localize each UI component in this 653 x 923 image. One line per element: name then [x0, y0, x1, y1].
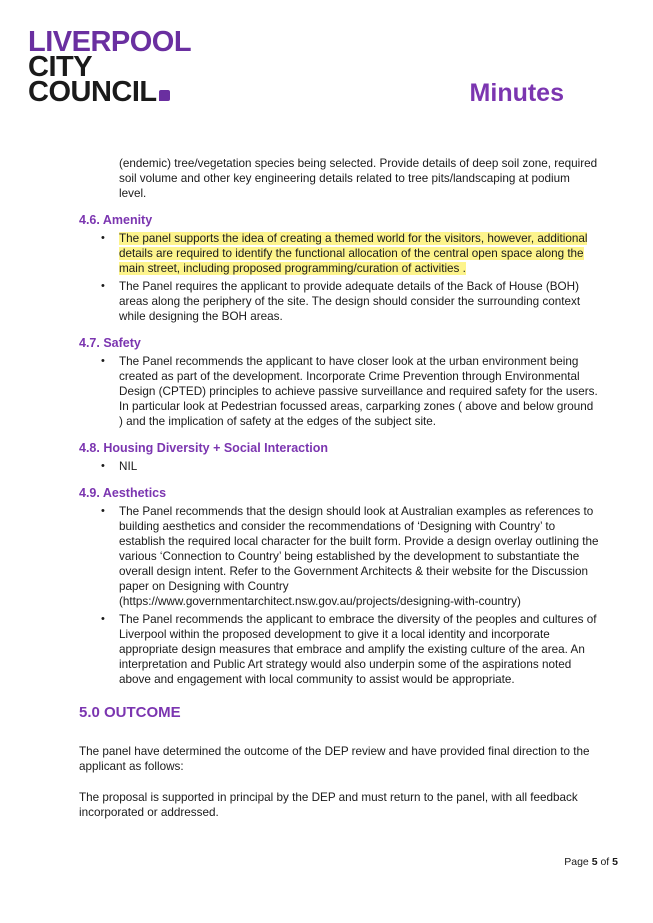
outcome-section — [79, 705, 609, 836]
outcome-paragraph-2: The proposal is supported in principal by the DEP and must return to the panel, with all feedback incorporated or addressed. — [79, 791, 578, 819]
page-word: Page — [564, 856, 589, 868]
section-heading-aesthetics: 4.9. Aesthetics — [79, 486, 167, 500]
page-total: 5 — [612, 856, 618, 868]
housing-list — [79, 459, 599, 474]
of-word: of — [600, 856, 610, 868]
logo-line-3 — [28, 76, 208, 108]
list-item — [79, 231, 599, 276]
logo-line-2: CITY — [28, 51, 93, 83]
highlighted-text: The panel supports the idea of creating a themed world for the visitors, however, additional details are required to identify the functional allocation of the central open space along the main street, including proposed programming/curation of activities . — [119, 232, 588, 275]
aesthetics-list — [79, 504, 599, 687]
logo-line-3-text: COUNCIL — [28, 76, 157, 108]
list-item: • The Panel recommends the applicant to embrace the diversity of the peoples and cultures of Liverpool within the proposed development to give it a local identity and incorporate appropriate design measures that embrace and amplify the existing culture of the area. An interpretation and Public Art strategy would also underpin some of the aspirations noted above and engagement with local community to assist would be appropriate. — [79, 612, 599, 687]
council-logo — [28, 26, 208, 108]
continued-paragraph: (endemic) tree/vegetation species being selected. Provide details of deep soil zone, required soil volume and other key engineering details related to tree pits/landscaping at podium level. — [119, 157, 598, 200]
list-item: • The Panel recommends that the design should look at Australian examples as references to building aesthetics and consider the recommendations of ‘Designing with Country’ to establish the required local character for the built form. Provide a design overlay outlining the various ‘Connection to Country’ being established by the development to substantiate the overall design intent. Refer to the Government Architects & their website for the Discussion paper on Designing with Country (https://www.governmentarchitect.nsw.gov.au/projects/designing-with-country) — [79, 504, 599, 609]
section-heading-housing: 4.8. Housing Diversity + Social Interaction — [79, 441, 329, 455]
section-heading-amenity: 4.6. Amenity — [79, 213, 153, 227]
amenity-list — [79, 231, 599, 324]
minutes-content — [79, 156, 599, 690]
logo-line-1: LIVERPOOL — [28, 26, 192, 58]
page-number — [564, 856, 618, 868]
document-type-title: Minutes — [469, 79, 564, 107]
outcome-paragraph-1: The panel have determined the outcome of the DEP review and have provided final direction to the applicant as follows: — [79, 745, 590, 773]
safety-list — [79, 354, 599, 429]
section-heading-safety: 4.7. Safety — [79, 336, 141, 350]
outcome-heading: 5.0 OUTCOME — [79, 704, 181, 721]
list-item: • The Panel recommends the applicant to have closer look at the urban environment being created as part of the development. Incorporate Crime Prevention through Environmental Design (CPTED) principles to achieve passive surveillance and required safety for the users. In particular look at Pedestrian focussed areas, carparking zones ( above and below ground ) and the implication of safety at the edges of the subject site. — [79, 354, 599, 429]
logo-mark-icon — [159, 90, 170, 101]
page-current: 5 — [591, 856, 598, 868]
list-item: • The Panel requires the applicant to provide adequate details of the Back of House (BOH) areas along the periphery of the site. The design should consider the surrounding context while designing the BOH areas. — [79, 279, 599, 324]
list-item: • NIL — [79, 459, 599, 474]
